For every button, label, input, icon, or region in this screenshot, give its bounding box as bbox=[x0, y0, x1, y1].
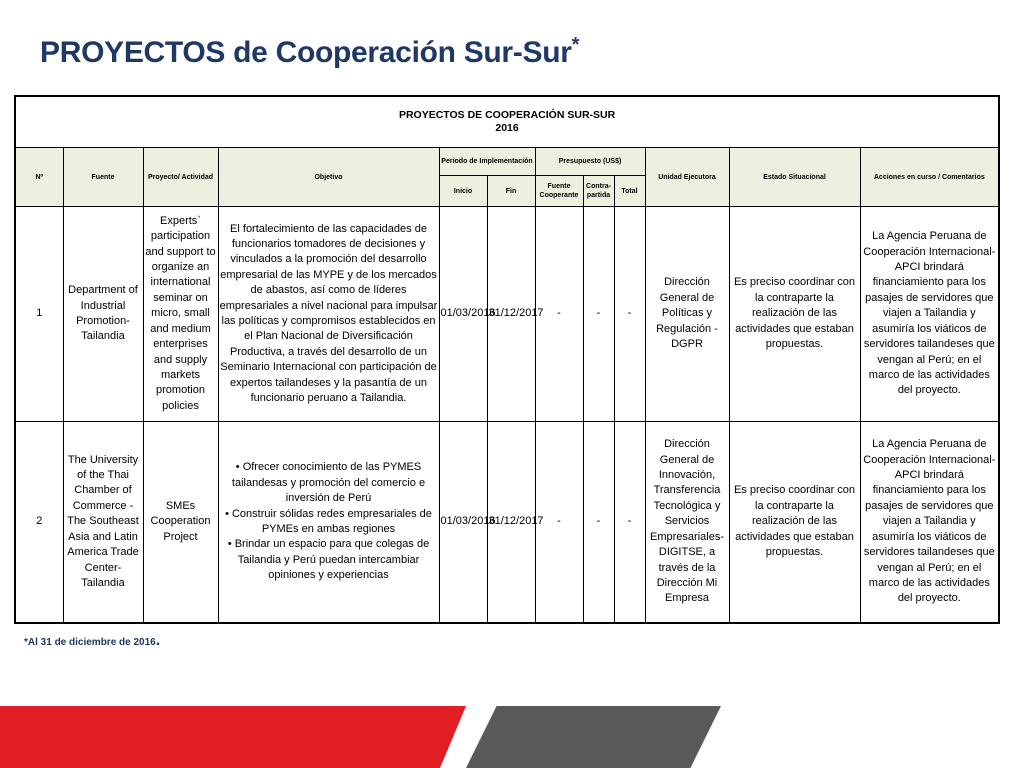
cell-proyecto: SMEs Cooperation Project bbox=[143, 422, 218, 624]
cell-objetivo bbox=[218, 422, 439, 624]
header-presupuesto: Presupuesto (US$) bbox=[535, 148, 645, 176]
cell-no: 2 bbox=[15, 422, 63, 624]
cell-fuente: Department of Industrial Promotion- Tailandia bbox=[63, 207, 143, 422]
table-row bbox=[15, 207, 999, 422]
cell-fuente: The University of the Thai Chamber of Commerce - The Southeast Asia and Latin America Trade Center- Tailandia bbox=[63, 422, 143, 624]
cell-unidad: Dirección General de Innovación, Transferencia Tecnológica y Servicios Empresariales-DIGITSE, a través de la Dirección Mi Empresa bbox=[645, 422, 729, 624]
cell-estado: Es preciso coordinar con la contraparte la realización de las actividades que estaban propuestas. bbox=[729, 207, 860, 422]
header-inicio: Inicio bbox=[439, 176, 487, 207]
cell-acciones: La Agencia Peruana de Cooperación Internacional-APCI brindará financiamiento para los pasajes de servidores que viajen a Tailandia y asumiría los viáticos de servidores tailandeses que vengan al Perú; en el marco de las actividades del proyecto. bbox=[860, 422, 999, 624]
page-title-mark: * bbox=[571, 34, 580, 56]
cell-estado: Es preciso coordinar con la contraparte la realización de las actividades que estaban propuestas. bbox=[729, 422, 860, 624]
header-no: Nº bbox=[15, 148, 63, 207]
header-contrapartida: Contra-partida bbox=[583, 176, 614, 207]
cell-fuente-cooperante: - bbox=[535, 422, 583, 624]
header-unidad: Unidad Ejecutora bbox=[645, 148, 729, 207]
header-estado: Estado Situacional bbox=[729, 148, 860, 207]
header-fuente: Fuente bbox=[63, 148, 143, 207]
cell-inicio: 01/03/2016 bbox=[439, 207, 487, 422]
objetivo-item: • Ofrecer conocimiento de las PYMES tailandesas y promoción del comercio e inversión de Perú bbox=[231, 461, 426, 505]
header-total: Total bbox=[614, 176, 645, 207]
cell-total: - bbox=[614, 207, 645, 422]
projects-table bbox=[14, 95, 1000, 624]
footnote-text: *Al 31 de diciembre de 2016 bbox=[24, 637, 156, 648]
cell-no: 1 bbox=[15, 207, 63, 422]
header-proyecto: Proyecto/ Actividad bbox=[143, 148, 218, 207]
page-title bbox=[40, 34, 579, 70]
table-title: PROYECTOS DE COOPERACIÓN SUR-SUR bbox=[398, 109, 616, 121]
cell-contrapartida: - bbox=[583, 422, 614, 624]
decorative-red-band bbox=[0, 706, 468, 768]
objetivo-item: • Construir sólidas redes empresariales de PYMEs en ambas regiones bbox=[225, 507, 432, 535]
cell-objetivo: El fortalecimiento de las capacidades de funcionarios tomadores de decisiones y vinculados a la promoción del desarrollo empresarial de las MYPE y de los mercados de abastos, así como de líderes empresariales a nivel nacional para impulsar las políticas y compromisos establecidos en el Plan Nacional de Diversificación Productiva, a través del desarrollo de un Seminario Internacional con participación de expertos tailandeses y la pasantía de un funcionario peruano a Tailandia. bbox=[218, 207, 439, 422]
header-objetivo: Objetivo bbox=[218, 148, 439, 207]
header-fin: Fin bbox=[487, 176, 535, 207]
footnote bbox=[24, 632, 160, 650]
cell-fin: 31/12/2017 bbox=[487, 422, 535, 624]
cell-acciones: La Agencia Peruana de Cooperación Internacional-APCI brindará financiamiento para los pasajes de servidores que viajen a Tailandia y asumiría los viáticos de servidores tailandeses que vengan al Perú; en el marco de las actividades del proyecto. bbox=[860, 207, 999, 422]
page-title-text: PROYECTOS de Cooperación Sur-Sur bbox=[40, 36, 572, 69]
table-title-cell bbox=[15, 96, 999, 148]
cell-fin: 31/12/2017 bbox=[487, 207, 535, 422]
cell-total: - bbox=[614, 422, 645, 624]
header-periodo: Periodo de Implementación bbox=[439, 148, 535, 176]
decorative-gray-band bbox=[466, 706, 721, 768]
header-acciones: Acciones en curso / Comentarios bbox=[860, 148, 999, 207]
cell-unidad: Dirección General de Políticas y Regulación - DGPR bbox=[645, 207, 729, 422]
cell-contrapartida: - bbox=[583, 207, 614, 422]
header-fuente-cooperante: Fuente Cooperante bbox=[535, 176, 583, 207]
table-row bbox=[15, 422, 999, 624]
objetivo-item: • Brindar un espacio para que colegas de Tailandia y Perú puedan intercambiar opiniones y experiencias bbox=[227, 538, 430, 582]
cell-fuente-cooperante: - bbox=[535, 207, 583, 422]
cell-inicio: 01/03/2016 bbox=[439, 422, 487, 624]
footnote-dot: . bbox=[155, 632, 161, 649]
table-year: 2016 bbox=[495, 122, 519, 134]
cell-proyecto: Experts` participation and support to organize an international seminar on micro, small and medium enterprises and supply markets promotion policies bbox=[143, 207, 218, 422]
